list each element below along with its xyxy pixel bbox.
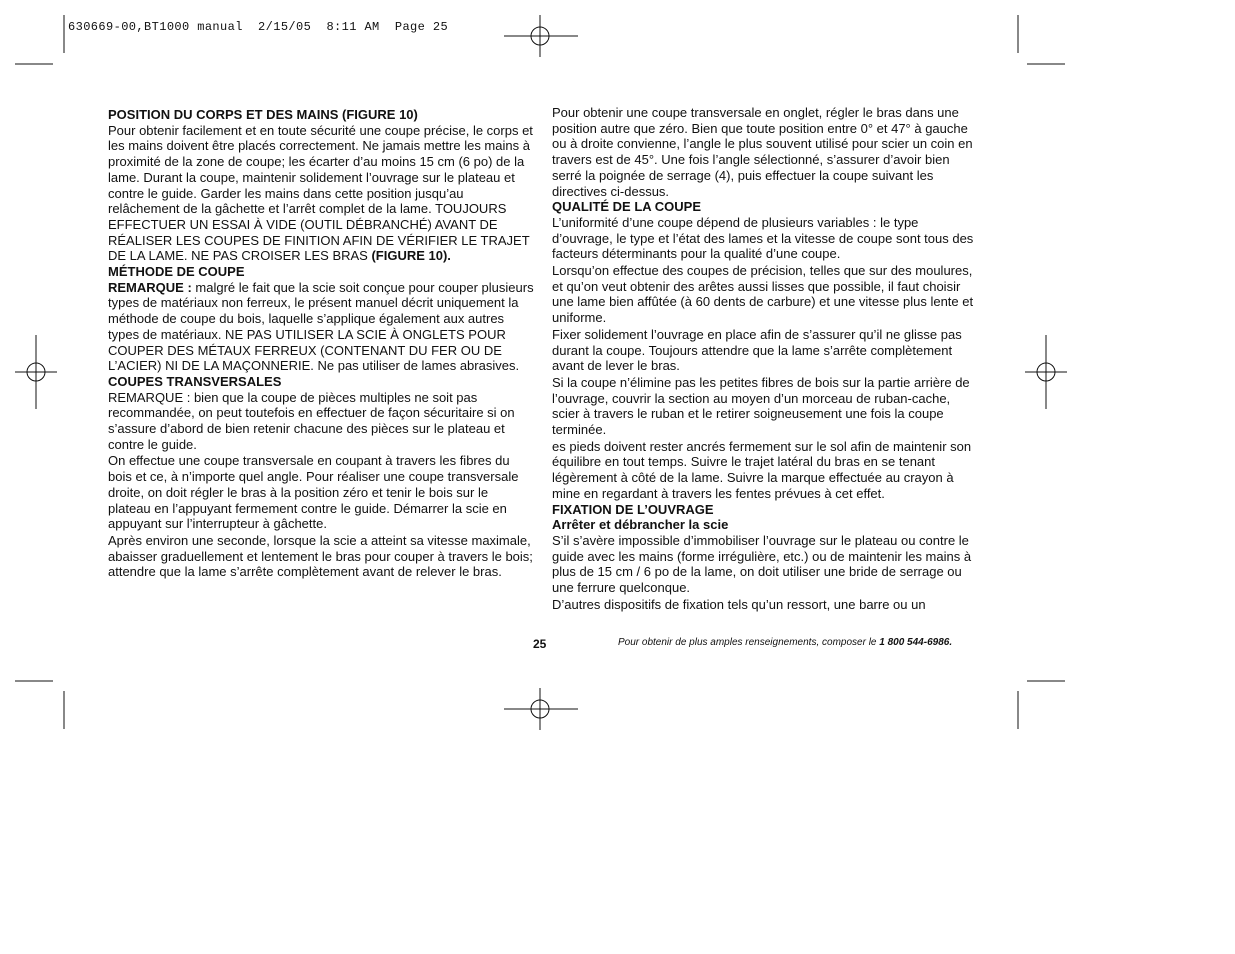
clamping-paragraph-1: S’il s’avère impossible d’immobiliser l’ouvrage sur le plateau ou contre le guide avec les mains (forme irrégulière, etc.) ou de maintenir les mains à plus de 15 cm / 6 po de la lame, on doit utiliser une bride de serrage ou une ferrure quelconque.	[552, 532, 972, 596]
left-column	[108, 107, 534, 580]
right-column	[552, 105, 977, 613]
cut-quality-paragraph-4: Si la coupe n’élimine pas les petites fibres de bois sur la partie arrière de l’ouvrage, couvrir la section au moyen d’un morceau de ruban-cache, scier à travers le ruban et le retirer soigneusement une fois la coupe terminée.	[552, 374, 970, 438]
note-label: REMARQUE :	[108, 279, 192, 295]
section-title-body-hand-position: POSITION DU CORPS ET DES MAINS (FIGURE 10)	[108, 107, 418, 122]
registration-mark-right	[1025, 335, 1067, 409]
cut-quality-paragraph-5: es pieds doivent rester ancrés fermement sur le sol afin de maintenir son équilibre en tout temps. Suivre le trajet latéral du bras en se tenant légèrement à côté de la lame. Suivre la marque effectuée au crayon à mine en regardant à travers les fentes prévues à cet effet.	[552, 438, 972, 501]
subsection-title-stop-unplug: Arrêter et débrancher la scie	[552, 517, 729, 533]
crosscuts-paragraph-2: On effectue une coupe transversale en coupant à travers les fibres du bois et ce, à n’importe quel angle. Pour réaliser une coupe transversale droite, on doit régler le bras à la position zéro et tenir le bois sur le plateau en l’appuyant fermement contre le guide. Démarrer la scie en appuyant sur l’interrupteur à gâchette.	[108, 453, 519, 532]
cut-quality-paragraph-3: Fixer solidement l’ouvrage en place afin de s’assurer qu’il ne glisse pas durant la coupe. Toujours attendre que la lame s’arrête complètement avant de lever le bras.	[552, 326, 962, 374]
section-title-crosscuts: COUPES TRANSVERSALES	[108, 373, 282, 389]
crosscuts-paragraph-3: Après environ une seconde, lorsque la scie a atteint sa vitesse maximale, abaisser graduellement et lentement le bras pour couper à travers le bois; attendre que la lame s’arrête complètement avant de relever le bras.	[108, 532, 533, 580]
registration-mark-bottom	[504, 688, 578, 730]
miter-crosscut-paragraph: Pour obtenir une coupe transversale en onglet, régler le bras dans une position autre que zéro. Bien que toute position entre 0° et 47° à gauche ou à droite convienne, l’angle le plus souvent utilisé pour scier un coin en travers est de 45°. Une fois l’angle sélectionné, s’assurer d’avoir bien serré la poignée de serrage (4), puis effectuer la coupe suivant les directives ci-dessus.	[552, 105, 973, 199]
clamping-paragraph-2: D’autres dispositifs de fixation tels qu’un ressort, une barre ou un	[552, 596, 926, 612]
footer-phone: 1 800 544-6986.	[879, 637, 953, 648]
section-title-workpiece-clamping: FIXATION DE L’OUVRAGE	[552, 501, 714, 517]
registration-mark-left	[15, 335, 57, 409]
section-title-cut-quality: QUALITÉ DE LA COUPE	[552, 199, 702, 215]
crosscuts-paragraph-1: REMARQUE : bien que la coupe de pièces multiples ne soit pas recommandée, on peut toutefois en effectuer de façon sécuritaire si on s’assure d’abord de bien retenir chacune des pièces sur le plateau et contre le guide.	[108, 389, 515, 452]
cut-quality-paragraph-1: L’uniformité d’une coupe dépend de plusieurs variables : le type d’ouvrage, le type et l’état des lames et la vitesse de coupe sont tous des facteurs déterminants pour la qualité d’une coupe.	[552, 214, 974, 262]
cut-quality-paragraph-2: Lorsqu’on effectue des coupes de précision, telles que sur des moulures, et qu’on veut obtenir des arêtes aussi lisses que possible, il faut choisir une lame bien affûtée (à 60 dents de carbure) et une vitesse plus lente et uniforme.	[552, 263, 974, 326]
section-title-cutting-method: MÉTHODE DE COUPE	[108, 264, 245, 280]
footer-contact: Pour obtenir de plus amples renseignements, composer le 1 800 544-6986.	[618, 637, 953, 648]
figure-reference: (FIGURE 10).	[371, 248, 451, 264]
page-number: 25	[533, 637, 547, 651]
body-hand-position-text: Pour obtenir facilement et en toute sécurité une coupe précise, le corps et les mains doivent être placés correctement. Ne jamais mettre les mains à proximité de la zone de coupe; les écarter d’au moins 15 cm (6 po) de la lame. Durant la coupe, maintenir solidement l’ouvrage sur le plateau et contre le guide. Garder les mains dans cette position jusqu’au relâchement de la gâchette et l’arrêt complet de la lame. TOUJOURS EFFECTUER UN ESSAI À VIDE (OUTIL DÉBRANCHÉ) AVANT DE RÉALISER LES COUPES DE FINITION AFIN DE VÉRIFIER LE TRAJET DE LA LAME. NE PAS CROISER LES BRAS (FIGURE 10).	[108, 122, 533, 264]
print-slug: 630669-00,BT1000 manual 2/15/05 8:11 AM Page 25	[68, 20, 449, 34]
cutting-method-note: REMARQUE : malgré le fait que la scie soit conçue pour couper plusieurs types de matériaux non ferreux, le présent manuel décrit uniquement la méthode de coupe du bois, laquelle s’applique également aux autres types de matériaux. NE PAS UTILISER LA SCIE À ONGLETS POUR COUPER DES MÉTAUX FERREUX (CONTENANT DU FER OU DE L’ACIER) NI DE LA MAÇONNERIE. Ne pas utiliser de lames abrasives.	[108, 279, 534, 374]
registration-mark-top	[504, 15, 578, 57]
